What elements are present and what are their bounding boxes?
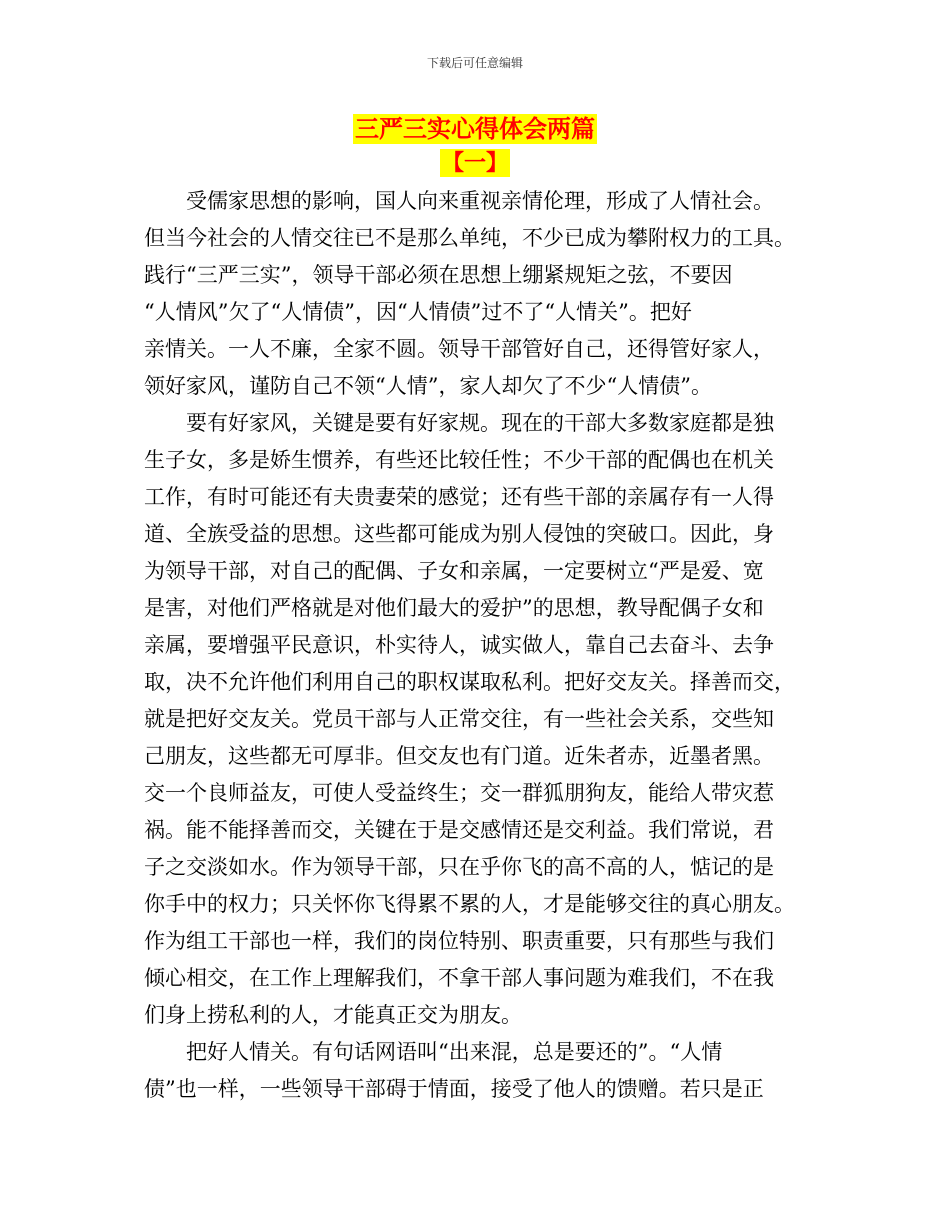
document-body: [144, 183, 810, 1108]
text-line: 作为组工干部也一样，我们的岗位特别、职责重要，只有那些与我们: [144, 929, 774, 953]
paragraph: [144, 1034, 810, 1108]
text-line: 把好人情关。有句话网语叫“出来混，总是要还的”。“人情: [144, 1040, 723, 1064]
document-title: 三严三实心得体会两篇: [355, 114, 595, 143]
text-line: 亲情关。一人不廉，全家不圆。领导干部管好自己，还得管好家人，: [144, 337, 774, 361]
text-line: 倾心相交，在工作上理解我们，不拿干部人事问题为难我们，不在我: [144, 966, 774, 990]
text-line: 为领导干部，对自己的配偶、子女和亲属，一定要树立“严是爱、宽: [144, 559, 764, 583]
text-line: 受儒家思想的影响，国人向来重视亲情伦理，形成了人情社会。: [144, 189, 774, 213]
paragraph: [144, 183, 810, 405]
text-line: 你手中的权力；只关怀你飞得累不累的人，才是能够交往的真心朋友。: [144, 892, 795, 916]
section-label-container: [0, 149, 950, 177]
text-line: 就是把好交友关。党员干部与人正常交往，有一些社会关系，交些知: [144, 707, 774, 731]
text-line: 祸。能不能择善而交，关键在于是交感情还是交利益。我们常说，君: [144, 818, 774, 842]
text-line: 债”也一样，一些领导干部碍于情面，接受了他人的馈赠。若只是正: [144, 1077, 764, 1101]
text-line: 子之交淡如水。作为领导干部，只在乎你飞的高不高的人，惦记的是: [144, 855, 774, 879]
title-container: [0, 114, 950, 144]
paragraph: [144, 405, 810, 1034]
text-line: “人情风”欠了“人情债”，因“人情债”过不了“人情关”。把好: [144, 300, 692, 324]
page-header: 下载后可任意编辑: [426, 56, 523, 70]
text-line: 己朋友，这些都无可厚非。但交友也有门道。近朱者赤，近墨者黑。: [144, 744, 774, 768]
text-line: 亲属，要增强平民意识，朴实待人，诚实做人，靠自己去奋斗、去争: [144, 633, 774, 657]
section-label: 【一】: [441, 150, 508, 176]
text-line: 领好家风，谨防自己不领“人情”，家人却欠了不少“人情债”。: [144, 374, 712, 398]
text-line: 践行“三严三实”，领导干部必须在思想上绷紧规矩之弦，不要因: [144, 263, 733, 287]
text-line: 要有好家风，关键是要有好家规。现在的干部大多数家庭都是独: [144, 411, 774, 435]
text-line: 是害，对他们严格就是对他们最大的爱护”的思想，教导配偶子女和: [144, 596, 764, 620]
text-line: 但当今社会的人情交往已不是那么单纯，不少已成为攀附权力的工具。: [144, 226, 795, 250]
text-line: 们身上捞私利的人，才能真正交为朋友。: [144, 1003, 522, 1027]
text-line: 交一个良师益友，可使人受益终生；交一群狐朋狗友，能给人带灾惹: [144, 781, 774, 805]
text-line: 取，决不允许他们利用自己的职权谋取私利。把好交友关。择善而交，: [144, 670, 795, 694]
text-line: 工作，有时可能还有夫贵妻荣的感觉；还有些干部的亲属存有一人得: [144, 485, 774, 509]
text-line: 道、全族受益的思想。这些都可能成为别人侵蚀的突破口。因此，身: [144, 522, 774, 546]
text-line: 生子女，多是娇生惯养，有些还比较任性；不少干部的配偶也在机关: [144, 448, 774, 472]
